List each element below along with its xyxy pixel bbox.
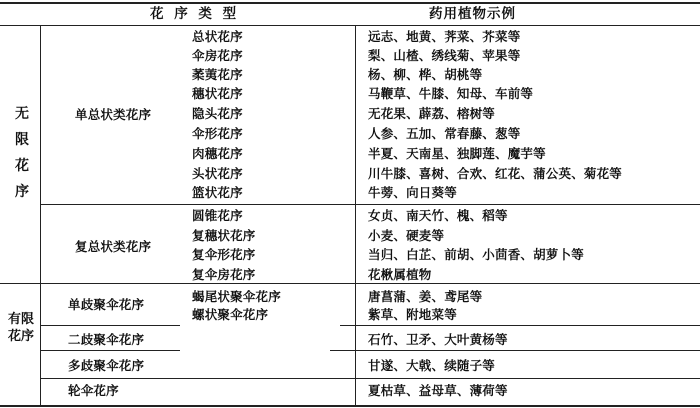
mono-rule-right	[340, 325, 700, 326]
example-cell: 甘遂、大戟、续随子等	[368, 358, 496, 373]
type-cell: 蝎尾状聚伞花序	[192, 289, 281, 304]
header-inflorescence-type: 花 序 类 型	[150, 6, 240, 22]
example-cell: 紫草、附地菜等	[368, 307, 457, 322]
example-cell: 杨、柳、桦、胡桃等	[368, 67, 483, 82]
compound-raceme-class-label: 复总状类花序	[75, 239, 152, 254]
type-cell: 总状花序	[192, 29, 243, 44]
column-divider-examples	[355, 26, 356, 406]
example-cell: 当归、白芷、前胡、小茴香、胡萝卜等	[368, 247, 584, 262]
example-cell: 唐菖蒲、姜、鸢尾等	[368, 289, 483, 304]
header-rule	[0, 25, 700, 26]
type-cell: 复穗状花序	[192, 228, 256, 243]
section-rule	[0, 283, 700, 284]
example-cell: 石竹、卫矛、大叶黄杨等	[368, 332, 508, 347]
example-cell: 半夏、天南星、独脚莲、魔芋等	[368, 146, 546, 161]
type-cell: 伞形花序	[192, 126, 243, 141]
header-medicinal-examples: 药用植物示例	[429, 6, 516, 22]
mono-rule-left	[40, 325, 180, 326]
example-cell: 小麦、硬麦等	[368, 228, 445, 243]
type-cell: 穗状花序	[192, 86, 243, 101]
di-rule-right	[330, 350, 700, 351]
verticillaster-label: 轮伞花序	[68, 383, 119, 398]
example-cell: 马鞭草、牛膝、知母、车前等	[368, 86, 534, 101]
type-cell: 螺状聚伞花序	[192, 307, 269, 322]
type-cell: 圆锥花序	[192, 208, 243, 223]
type-cell: 篮状花序	[192, 185, 243, 200]
bottom-rule	[0, 405, 700, 407]
type-cell: 头状花序	[192, 166, 243, 181]
example-cell: 远志、地黄、荠菜、芥菜等	[368, 29, 521, 44]
pleiochasium-label: 多歧聚伞花序	[68, 358, 145, 373]
di-rule-left	[40, 350, 180, 351]
simple-compound-rule	[40, 204, 700, 205]
example-cell: 牛蒡、向日葵等	[368, 185, 457, 200]
monochasium-label: 单歧聚伞花序	[68, 297, 145, 312]
example-cell: 川牛膝、喜树、合欢、红花、蒲公英、菊花等	[368, 166, 623, 181]
type-cell: 肉穗花序	[192, 146, 243, 161]
example-cell: 女贞、南天竹、槐、稻等	[368, 208, 508, 223]
type-cell: 伞房花序	[192, 48, 243, 63]
definite-group-label: 有限花序	[8, 312, 35, 344]
type-cell: 隐头花序	[192, 106, 243, 121]
type-cell: 复伞房花序	[192, 267, 256, 282]
dichasium-label: 二歧聚伞花序	[68, 332, 145, 347]
example-cell: 梨、山楂、绣线菊、苹果等	[368, 48, 521, 63]
pleio-rule	[40, 378, 700, 379]
column-divider-group	[40, 26, 41, 406]
example-cell: 人参、五加、常春藤、葱等	[368, 126, 521, 141]
example-cell: 无花果、薜荔、榕树等	[368, 106, 496, 121]
simple-raceme-class-label: 单总状类花序	[75, 107, 152, 122]
indefinite-group-label: 无限花序	[15, 106, 29, 200]
type-cell: 复伞形花序	[192, 247, 256, 262]
type-cell: 葇荑花序	[192, 67, 243, 82]
example-cell: 夏枯草、益母草、薄荷等	[368, 383, 508, 398]
example-cell: 花楸属植物	[368, 267, 432, 282]
top-rule	[0, 2, 700, 4]
